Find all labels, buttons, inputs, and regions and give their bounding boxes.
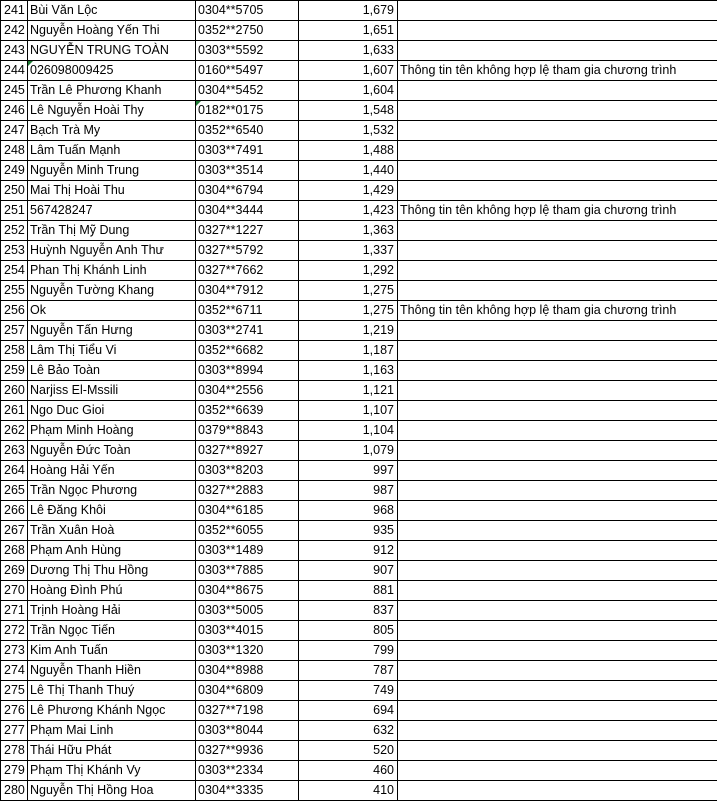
note-cell[interactable] (398, 581, 717, 601)
name-cell[interactable]: Lê Đăng Khôi (28, 501, 196, 521)
note-cell[interactable] (398, 441, 717, 461)
row-number-cell[interactable]: 275 (1, 681, 28, 701)
score-cell[interactable]: 1,488 (299, 141, 398, 161)
phone-cell[interactable]: 0303**8044 (196, 721, 299, 741)
name-cell[interactable]: Nguyễn Thị Hồng Hoa (28, 781, 196, 801)
phone-cell[interactable]: 0304**8675 (196, 581, 299, 601)
spreadsheet-body (1, 1, 717, 801)
phone-cell[interactable]: 0303**7885 (196, 561, 299, 581)
note-cell[interactable] (398, 121, 717, 141)
row-number-cell[interactable]: 245 (1, 81, 28, 101)
score-cell[interactable]: 694 (299, 701, 398, 721)
table-row (1, 741, 717, 761)
name-cell[interactable]: Phạm Minh Hoàng (28, 421, 196, 441)
phone-cell[interactable]: 0352**6055 (196, 521, 299, 541)
phone-cell[interactable]: 0303**7491 (196, 141, 299, 161)
table-row (1, 201, 717, 221)
table-row (1, 341, 717, 361)
name-cell[interactable]: Lê Bảo Toàn (28, 361, 196, 381)
phone-cell[interactable]: 0327**7662 (196, 261, 299, 281)
score-cell[interactable]: 1,107 (299, 401, 398, 421)
phone-cell[interactable]: 0303**1320 (196, 641, 299, 661)
row-number-cell[interactable]: 242 (1, 21, 28, 41)
score-cell[interactable]: 1,363 (299, 221, 398, 241)
phone-cell[interactable]: 0304**6185 (196, 501, 299, 521)
phone-cell[interactable]: 0304**6809 (196, 681, 299, 701)
name-cell[interactable]: Mai Thị Hoài Thu (28, 181, 196, 201)
phone-cell[interactable]: 0304**3444 (196, 201, 299, 221)
phone-cell[interactable]: 0327**7198 (196, 701, 299, 721)
note-cell[interactable] (398, 461, 717, 481)
phone-cell[interactable]: 0304**8988 (196, 661, 299, 681)
name-cell[interactable]: Phạm Thị Khánh Vy (28, 761, 196, 781)
row-number-cell[interactable]: 266 (1, 501, 28, 521)
score-cell[interactable]: 1,548 (299, 101, 398, 121)
name-cell[interactable]: Narjiss El-Mssili (28, 381, 196, 401)
note-cell[interactable] (398, 321, 717, 341)
note-cell[interactable] (398, 541, 717, 561)
note-cell[interactable] (398, 161, 717, 181)
table-row (1, 501, 717, 521)
score-cell[interactable]: 1,633 (299, 41, 398, 61)
phone-cell[interactable]: 0327**9936 (196, 741, 299, 761)
name-cell[interactable]: Hoàng Hải Yến (28, 461, 196, 481)
table-row (1, 381, 717, 401)
phone-cell[interactable]: 0303**8994 (196, 361, 299, 381)
score-cell[interactable]: 805 (299, 621, 398, 641)
phone-cell[interactable]: 0303**5592 (196, 41, 299, 61)
note-cell[interactable] (398, 501, 717, 521)
name-cell[interactable]: Lê Nguyễn Hoài Thy (28, 101, 196, 121)
phone-cell[interactable]: 0304**6794 (196, 181, 299, 201)
phone-cell[interactable]: 0352**6711 (196, 301, 299, 321)
table-row (1, 621, 717, 641)
score-cell[interactable]: 1,337 (299, 241, 398, 261)
table-row (1, 781, 717, 801)
phone-cell[interactable]: 0304**5705 (196, 1, 299, 21)
phone-cell[interactable]: 0352**6682 (196, 341, 299, 361)
note-cell[interactable] (398, 621, 717, 641)
phone-cell[interactable]: 0379**8843 (196, 421, 299, 441)
row-number-cell[interactable]: 280 (1, 781, 28, 801)
name-cell[interactable]: Kim Anh Tuấn (28, 641, 196, 661)
table-row (1, 281, 717, 301)
score-cell[interactable]: 1,423 (299, 201, 398, 221)
name-cell[interactable]: Trần Thị Mỹ Dung (28, 221, 196, 241)
table-row (1, 441, 717, 461)
name-cell[interactable]: Phạm Anh Hùng (28, 541, 196, 561)
phone-cell[interactable]: 0303**2741 (196, 321, 299, 341)
note-cell[interactable] (398, 721, 717, 741)
row-number-cell[interactable]: 250 (1, 181, 28, 201)
score-cell[interactable]: 632 (299, 721, 398, 741)
row-number-cell[interactable]: 273 (1, 641, 28, 661)
table-row (1, 361, 717, 381)
table-row (1, 541, 717, 561)
row-number-cell[interactable]: 260 (1, 381, 28, 401)
name-cell[interactable]: Trịnh Hoàng Hải (28, 601, 196, 621)
row-number-cell[interactable]: 262 (1, 421, 28, 441)
name-cell[interactable]: Nguyễn Minh Trung (28, 161, 196, 181)
row-number-cell[interactable]: 251 (1, 201, 28, 221)
row-number-cell[interactable]: 249 (1, 161, 28, 181)
name-cell[interactable]: Nguyễn Hoàng Yến Thi (28, 21, 196, 41)
table-row (1, 221, 717, 241)
score-cell[interactable]: 1,651 (299, 21, 398, 41)
row-number-cell[interactable]: 247 (1, 121, 28, 141)
table-row (1, 21, 717, 41)
note-cell[interactable] (398, 101, 717, 121)
row-number-cell[interactable]: 258 (1, 341, 28, 361)
score-cell[interactable]: 968 (299, 501, 398, 521)
score-cell[interactable]: 912 (299, 541, 398, 561)
note-cell[interactable] (398, 41, 717, 61)
row-number-cell[interactable]: 271 (1, 601, 28, 621)
score-cell[interactable]: 997 (299, 461, 398, 481)
table-row (1, 161, 717, 181)
name-cell[interactable]: Trần Ngọc Tiến (28, 621, 196, 641)
table-row (1, 561, 717, 581)
phone-cell[interactable]: 0327**2883 (196, 481, 299, 501)
table-row (1, 321, 717, 341)
name-cell[interactable]: NGUYỄN TRUNG TOÀN (28, 41, 196, 61)
table-row (1, 101, 717, 121)
note-cell[interactable] (398, 221, 717, 241)
row-number-cell[interactable]: 264 (1, 461, 28, 481)
table-row (1, 1, 717, 21)
row-number-cell[interactable]: 261 (1, 401, 28, 421)
row-number-cell[interactable]: 278 (1, 741, 28, 761)
name-cell[interactable]: 026098009425 (28, 61, 196, 81)
score-cell[interactable]: 787 (299, 661, 398, 681)
note-cell[interactable] (398, 241, 717, 261)
table-row (1, 641, 717, 661)
table-row (1, 41, 717, 61)
phone-cell[interactable]: 0304**3335 (196, 781, 299, 801)
row-number-cell[interactable]: 248 (1, 141, 28, 161)
note-cell[interactable]: Thông tin tên không hợp lệ tham gia chương trình (398, 201, 717, 221)
phone-cell[interactable]: 0327**5792 (196, 241, 299, 261)
name-cell[interactable]: Huỳnh Nguyễn Anh Thư (28, 241, 196, 261)
note-cell[interactable] (398, 701, 717, 721)
score-cell[interactable]: 837 (299, 601, 398, 621)
table-row (1, 661, 717, 681)
row-number-cell[interactable]: 259 (1, 361, 28, 381)
row-number-cell[interactable]: 265 (1, 481, 28, 501)
score-cell[interactable]: 799 (299, 641, 398, 661)
score-cell[interactable]: 749 (299, 681, 398, 701)
name-cell[interactable]: Dương Thị Thu Hồng (28, 561, 196, 581)
note-cell[interactable] (398, 481, 717, 501)
name-cell[interactable]: Lê Phương Khánh Ngọc (28, 701, 196, 721)
name-cell[interactable]: Thái Hữu Phát (28, 741, 196, 761)
table-row (1, 141, 717, 161)
note-cell[interactable] (398, 781, 717, 801)
note-cell[interactable] (398, 601, 717, 621)
name-cell[interactable]: 567428247 (28, 201, 196, 221)
row-number-cell[interactable]: 253 (1, 241, 28, 261)
row-number-cell[interactable]: 246 (1, 101, 28, 121)
phone-cell[interactable]: 0303**1489 (196, 541, 299, 561)
phone-cell[interactable]: 0304**5452 (196, 81, 299, 101)
phone-cell[interactable]: 0352**2750 (196, 21, 299, 41)
name-cell[interactable]: Bùi Văn Lộc (28, 1, 196, 21)
row-number-cell[interactable]: 241 (1, 1, 28, 21)
note-cell[interactable] (398, 21, 717, 41)
phone-cell[interactable]: 0304**7912 (196, 281, 299, 301)
table-row (1, 481, 717, 501)
row-number-cell[interactable]: 269 (1, 561, 28, 581)
row-number-cell[interactable]: 254 (1, 261, 28, 281)
row-number-cell[interactable]: 274 (1, 661, 28, 681)
row-number-cell[interactable]: 255 (1, 281, 28, 301)
table-row (1, 601, 717, 621)
note-cell[interactable] (398, 181, 717, 201)
name-cell[interactable]: Nguyễn Tấn Hưng (28, 321, 196, 341)
note-cell[interactable] (398, 141, 717, 161)
name-cell[interactable]: Bạch Trà My (28, 121, 196, 141)
row-number-cell[interactable]: 276 (1, 701, 28, 721)
score-cell[interactable]: 1,440 (299, 161, 398, 181)
row-number-cell[interactable]: 256 (1, 301, 28, 321)
table-row (1, 581, 717, 601)
note-cell[interactable] (398, 361, 717, 381)
row-number-cell[interactable]: 243 (1, 41, 28, 61)
row-number-cell[interactable]: 270 (1, 581, 28, 601)
table-row (1, 721, 717, 741)
name-cell[interactable]: Trần Lê Phương Khanh (28, 81, 196, 101)
note-cell[interactable] (398, 661, 717, 681)
name-cell[interactable]: Trần Xuân Hoà (28, 521, 196, 541)
note-cell[interactable] (398, 741, 717, 761)
table-row (1, 681, 717, 701)
table-row (1, 81, 717, 101)
note-cell[interactable]: Thông tin tên không hợp lệ tham gia chương trình (398, 61, 717, 81)
table-row (1, 421, 717, 441)
row-number-cell[interactable]: 267 (1, 521, 28, 541)
phone-cell[interactable]: 0352**6639 (196, 401, 299, 421)
name-cell[interactable]: Ok (28, 301, 196, 321)
score-cell[interactable]: 987 (299, 481, 398, 501)
name-cell[interactable]: Lê Thị Thanh Thuý (28, 681, 196, 701)
table-row (1, 301, 717, 321)
phone-cell[interactable]: 0303**8203 (196, 461, 299, 481)
score-cell[interactable]: 1,219 (299, 321, 398, 341)
name-cell[interactable]: Nguyễn Tường Khang (28, 281, 196, 301)
table-row (1, 61, 717, 81)
table-row (1, 461, 717, 481)
note-cell[interactable] (398, 421, 717, 441)
row-number-cell[interactable]: 279 (1, 761, 28, 781)
note-cell[interactable] (398, 341, 717, 361)
note-cell[interactable] (398, 1, 717, 21)
phone-cell[interactable]: 0303**2334 (196, 761, 299, 781)
note-cell[interactable] (398, 281, 717, 301)
table-row (1, 401, 717, 421)
phone-cell[interactable]: 0327**8927 (196, 441, 299, 461)
score-cell[interactable]: 1,104 (299, 421, 398, 441)
table-row (1, 181, 717, 201)
table-row (1, 701, 717, 721)
row-number-cell[interactable]: 257 (1, 321, 28, 341)
name-cell[interactable]: Ngo Duc Gioi (28, 401, 196, 421)
score-cell[interactable]: 1,163 (299, 361, 398, 381)
score-cell[interactable]: 410 (299, 781, 398, 801)
row-number-cell[interactable]: 252 (1, 221, 28, 241)
name-cell[interactable]: Trần Ngọc Phương (28, 481, 196, 501)
score-cell[interactable]: 1,679 (299, 1, 398, 21)
score-cell[interactable]: 460 (299, 761, 398, 781)
score-cell[interactable]: 1,292 (299, 261, 398, 281)
name-cell[interactable]: Nguyễn Đức Toàn (28, 441, 196, 461)
note-cell[interactable] (398, 521, 717, 541)
row-number-cell[interactable]: 272 (1, 621, 28, 641)
score-cell[interactable]: 1,121 (299, 381, 398, 401)
phone-cell[interactable]: 0182**0175 (196, 101, 299, 121)
name-cell[interactable]: Lâm Tuấn Mạnh (28, 141, 196, 161)
table-row (1, 761, 717, 781)
score-cell[interactable]: 1,604 (299, 81, 398, 101)
row-number-cell[interactable]: 277 (1, 721, 28, 741)
name-cell[interactable]: Phạm Mai Linh (28, 721, 196, 741)
table-row (1, 241, 717, 261)
score-cell[interactable]: 1,079 (299, 441, 398, 461)
row-number-cell[interactable]: 263 (1, 441, 28, 461)
name-cell[interactable]: Hoàng Đình Phú (28, 581, 196, 601)
note-cell[interactable] (398, 761, 717, 781)
table-row (1, 521, 717, 541)
score-cell[interactable]: 1,187 (299, 341, 398, 361)
phone-cell[interactable]: 0352**6540 (196, 121, 299, 141)
score-cell[interactable]: 1,532 (299, 121, 398, 141)
table-row (1, 121, 717, 141)
name-cell[interactable]: Phan Thị Khánh Linh (28, 261, 196, 281)
phone-cell[interactable]: 0303**3514 (196, 161, 299, 181)
score-cell[interactable]: 1,607 (299, 61, 398, 81)
note-cell[interactable] (398, 641, 717, 661)
note-cell[interactable] (398, 81, 717, 101)
score-cell[interactable]: 881 (299, 581, 398, 601)
score-cell[interactable]: 1,429 (299, 181, 398, 201)
note-cell[interactable]: Thông tin tên không hợp lệ tham gia chương trình (398, 301, 717, 321)
score-cell[interactable]: 1,275 (299, 301, 398, 321)
row-number-cell[interactable]: 268 (1, 541, 28, 561)
note-cell[interactable] (398, 261, 717, 281)
table-row (1, 261, 717, 281)
phone-cell[interactable]: 0303**4015 (196, 621, 299, 641)
phone-cell[interactable]: 0303**5005 (196, 601, 299, 621)
phone-cell[interactable]: 0160**5497 (196, 61, 299, 81)
phone-cell[interactable]: 0304**2556 (196, 381, 299, 401)
name-cell[interactable]: Lâm Thị Tiểu Vi (28, 341, 196, 361)
note-cell[interactable] (398, 681, 717, 701)
name-cell[interactable]: Nguyễn Thanh Hiền (28, 661, 196, 681)
row-number-cell[interactable]: 244 (1, 61, 28, 81)
score-cell[interactable]: 1,275 (299, 281, 398, 301)
phone-cell[interactable]: 0327**1227 (196, 221, 299, 241)
note-cell[interactable] (398, 401, 717, 421)
note-cell[interactable] (398, 561, 717, 581)
note-cell[interactable] (398, 381, 717, 401)
score-cell[interactable]: 935 (299, 521, 398, 541)
score-cell[interactable]: 520 (299, 741, 398, 761)
score-cell[interactable]: 907 (299, 561, 398, 581)
